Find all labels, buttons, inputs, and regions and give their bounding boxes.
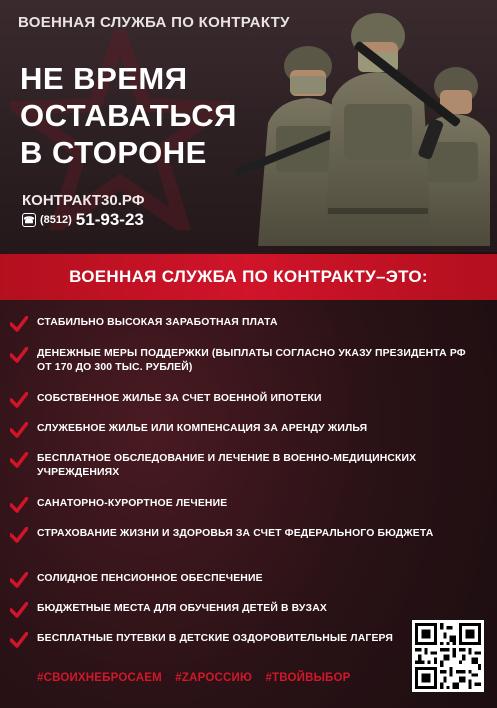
headline — [20, 60, 237, 171]
benefit-text: БЕСПЛАТНЫЕ ПУТЕВКИ В ДЕТСКИЕ ОЗДОРОВИТЕЛЬНЫЕ ЛАГЕРЯ — [37, 633, 393, 644]
benefit-text: СТАБИЛЬНО ВЫСОКАЯ ЗАРАБОТНАЯ ПЛАТА — [37, 317, 278, 328]
checkmark-icon — [10, 632, 28, 648]
headline-line-3: В СТОРОНЕ — [20, 135, 207, 170]
checkmark-icon — [10, 392, 28, 408]
banner-title: ВОЕННАЯ СЛУЖБА ПО КОНТРАКТУ–ЭТО: — [69, 267, 428, 286]
benefit-text: СТРАХОВАНИЕ ЖИЗНИ И ЗДОРОВЬЯ ЗА СЧЕТ ФЕДЕРАЛЬНОГО БЮДЖЕТА — [37, 528, 434, 539]
phone-icon: ☎ — [23, 215, 35, 225]
hashtag[interactable]: #СВОИХНЕБРОСАЕМ — [37, 672, 162, 684]
benefit-text: БЕСПЛАТНОЕ ОБСЛЕДОВАНИЕ И ЛЕЧЕНИЕ В ВОЕННО-МЕДИЦИНСКИХ УЧРЕЖДЕНИЯХ — [37, 453, 417, 478]
qr-code-icon[interactable] — [412, 620, 484, 692]
phone-code: (8512) — [40, 214, 72, 226]
soldiers-image — [228, 8, 490, 246]
checkmark-icon — [10, 347, 28, 363]
page-title: ВОЕННАЯ СЛУЖБА ПО КОНТРАКТУ — [18, 14, 290, 31]
benefit-text: СОЛИДНОЕ ПЕНСИОННОЕ ОБЕСПЕЧЕНИЕ — [37, 573, 263, 584]
hashtag[interactable]: #ZAРОССИЮ — [175, 672, 253, 684]
checkmark-icon — [10, 527, 28, 543]
headline-line-2: ОСТАВАТЬСЯ — [20, 98, 237, 133]
checkmark-icon — [10, 316, 28, 332]
checkmark-icon — [10, 452, 28, 468]
checkmark-icon — [10, 602, 28, 618]
benefit-text: БЮДЖЕТНЫЕ МЕСТА ДЛЯ ОБУЧЕНИЯ ДЕТЕЙ В ВУЗАХ — [37, 603, 327, 614]
benefit-text: САНАТОРНО-КУРОРТНОЕ ЛЕЧЕНИЕ — [37, 498, 228, 509]
hashtag[interactable]: #ТВОЙВЫБОР — [265, 672, 351, 684]
website-link[interactable]: КОНТРАКТ30.РФ — [22, 192, 145, 209]
hero-section — [0, 0, 497, 252]
benefit-text: ДЕНЕЖНЫЕ МЕРЫ ПОДДЕРЖКИ (ВЫПЛАТЫ СОГЛАСНО УКАЗУ ПРЕЗИДЕНТА РФ ОТ 170 ДО 300 ТЫС. РУБЛЕЙ) — [37, 348, 466, 373]
benefit-text: СЛУЖЕБНОЕ ЖИЛЬЕ ИЛИ КОМПЕНСАЦИЯ ЗА АРЕНДУ ЖИЛЬЯ — [37, 423, 368, 434]
checkmark-icon — [10, 572, 28, 588]
benefit-text: СОБСТВЕННОЕ ЖИЛЬЕ ЗА СЧЕТ ВОЕННОЙ ИПОТЕКИ — [37, 393, 322, 404]
benefits-banner — [0, 254, 497, 300]
checkmark-icon — [10, 422, 28, 438]
checkmark-icon — [10, 497, 28, 513]
hashtags — [37, 672, 361, 684]
phone-contact[interactable] — [22, 210, 144, 230]
headline-line-1: НЕ ВРЕМЯ — [20, 61, 188, 96]
phone-number: 51-93-23 — [75, 210, 144, 229]
